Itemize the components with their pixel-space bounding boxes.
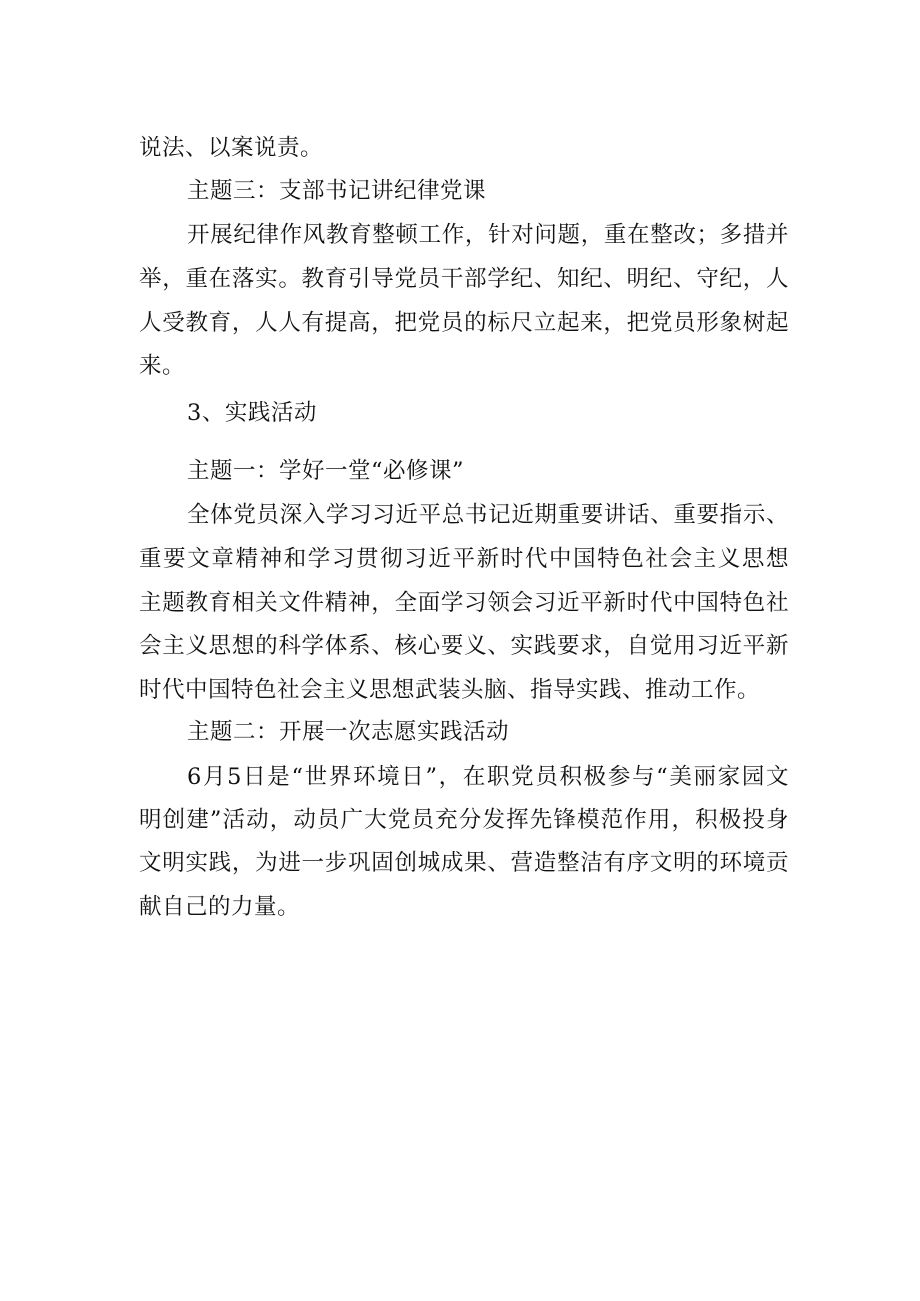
practice-topic1-body-line: 会主义思想的科学体系、核心要义、实践要求，自觉用习近平新 [139, 633, 789, 659]
practice-topic2-body-line: 6月5日是“世界环境日”，在职党员积极参与“美丽家园文 [187, 764, 789, 790]
topic3-heading: 主题三：支部书记讲纪律党课 [187, 178, 487, 204]
topic3-body-line: 来。 [139, 353, 186, 379]
practice-topic2-body-line: 明创建”活动，动员广大党员充分发挥先锋模范作用，积极投身 [139, 807, 789, 833]
practice-topic2-body-line: 文明实践，为进一步巩固创城成果、营造整洁有序文明的环境贡 [139, 850, 789, 876]
practice-topic1-body-line: 全体党员深入学习习近平总书记近期重要讲话、重要指示、 [187, 502, 789, 528]
paragraph-continuation: 说法、以案说责。 [139, 135, 324, 161]
section3-heading: 3、实践活动 [187, 400, 317, 426]
practice-topic1-heading: 主题一：学好一堂“必修课” [187, 458, 465, 484]
topic3-body-line: 举，重在落实。教育引导党员干部学纪、知纪、明纪、守纪，人 [139, 266, 789, 292]
practice-topic2-heading: 主题二：开展一次志愿实践活动 [187, 719, 510, 745]
practice-topic1-body-line: 重要文章精神和学习贯彻习近平新时代中国特色社会主义思想 [139, 546, 789, 572]
practice-topic1-body-line: 时代中国特色社会主义思想武装头脑、指导实践、推动工作。 [139, 677, 761, 703]
topic3-body-line: 开展纪律作风教育整顿工作，针对问题，重在整改；多措并 [187, 222, 789, 248]
practice-topic1-body-line: 主题教育相关文件精神，全面学习领会习近平新时代中国特色社 [139, 590, 789, 616]
topic3-body-line: 人受教育，人人有提高，把党员的标尺立起来，把党员形象树起 [139, 310, 789, 336]
practice-topic2-body-line: 献自己的力量。 [139, 894, 301, 920]
